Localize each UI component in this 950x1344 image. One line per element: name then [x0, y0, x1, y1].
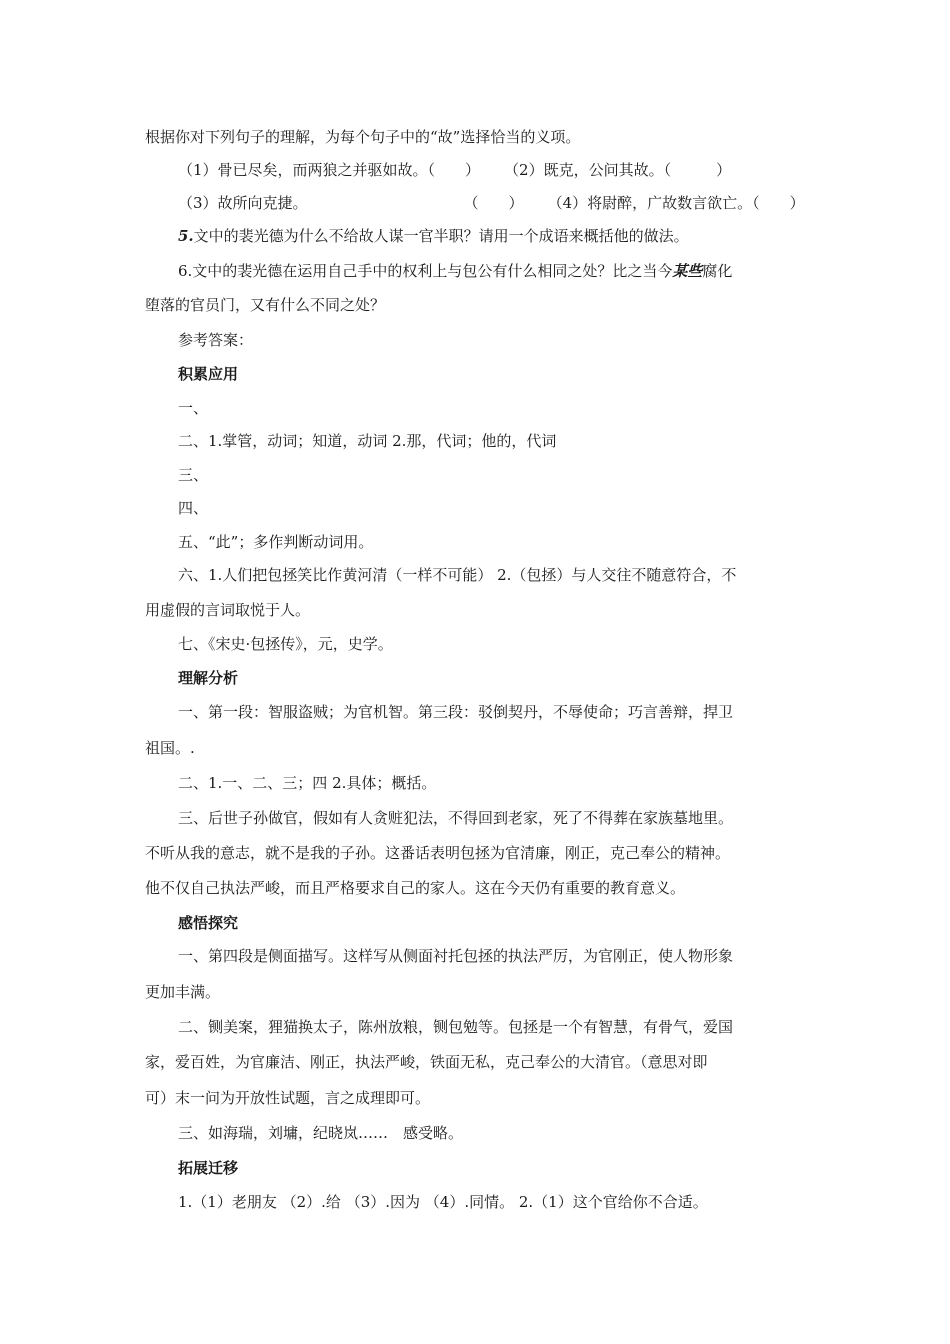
section-heading-extension: 拓展迁移 — [178, 1159, 239, 1177]
answer-line: 七、《宋史·包拯传》，元，史学。 — [178, 635, 393, 653]
question-item-2: （2）既克，公问其故。（ ） — [504, 161, 732, 179]
answer-line: 更加丰满。 — [145, 983, 221, 1001]
section-heading-analysis: 理解分析 — [178, 669, 239, 687]
question-row-2 — [178, 193, 805, 213]
answers-label: 参考答案： — [178, 331, 254, 349]
answer-line: 三、后世子孙做官，假如有人贪赃犯法，不得回到老家，死了不得葬在家族墓地里。 — [178, 809, 734, 827]
answer-line: 一、 — [178, 399, 209, 417]
question-6-emphasis: 某些 — [672, 262, 703, 280]
answer-line: 二、1.一、二、三；四 2.具体；概括。 — [178, 774, 437, 792]
answer-line: 他不仅自己执法严峻，而且严格要求自己的家人。这在今天仍有重要的教育意义。 — [145, 879, 686, 897]
question-row-1 — [178, 160, 731, 180]
answer-line: 四、 — [178, 499, 209, 517]
answer-line: 用虚假的言词取悦于人。 — [145, 601, 311, 619]
answer-line: 可）末一问为开放性试题，言之成理即可。 — [145, 1089, 431, 1107]
answer-line: 五、“此”；多作判断动词用。 — [178, 533, 374, 551]
answer-line: 六、1.人们把包拯笑比作黄河清（一样不可能） 2.（包拯）与人交往不随意符合，不 — [178, 566, 737, 584]
section-heading-accumulation: 积累应用 — [178, 365, 239, 383]
question-6-line-1 — [178, 261, 732, 281]
question-5 — [178, 226, 689, 246]
question-5-text: 文中的裴光德为什么不给故人谋一官半职？请用一个成语来概括他的做法。 — [193, 227, 689, 245]
question-item-4: （4）将尉醉，广故数言欲亡。（ ） — [547, 194, 805, 212]
question-6-text-end: 腐化 — [702, 262, 733, 280]
question-6-line-2: 堕落的官员门，又有什么不同之处？ — [145, 296, 386, 314]
answer-line: 三、如海瑞，刘墉，纪晓岚…… 感受略。 — [178, 1124, 464, 1142]
question-item-1: （1）骨已尽矣，而两狼之并驱如故。（ ） — [178, 161, 481, 179]
question-intro: 根据你对下列句子的理解，为每个句子中的“故”选择恰当的义项。 — [145, 128, 581, 146]
answer-line: 祖国。. — [145, 739, 195, 757]
question-item-3-blank: （ ） — [463, 194, 524, 212]
question-5-number: 5. — [178, 227, 194, 245]
section-heading-exploration: 感悟探究 — [178, 914, 239, 932]
question-item-3: （3）故所向克捷。 — [178, 194, 308, 212]
answer-line: 一、第四段是侧面描写。这样写从侧面衬托包拯的执法严厉，为官刚正，使人物形象 — [178, 947, 734, 965]
answer-line: 一、第一段：智服盗贼；为官机智。第三段：驳倒契丹，不辱使命；巧言善辩，捍卫 — [178, 703, 734, 721]
answer-line: 二、1.掌管，动词；知道，动词 2.那，代词；他的，代词 — [178, 432, 557, 450]
answer-line: 家，爱百姓，为官廉洁、刚正，执法严峻，铁面无私，克己奉公的大清官。（意思对即 — [145, 1053, 708, 1071]
question-6-text: 6.文中的裴光德在运用自己手中的权利上与包公有什么相同之处？比之当今 — [178, 262, 673, 280]
answer-line: 1.（1）老朋友 （2）.给 （3）.因为 （4）.同情。 2.（1）这个官给你不合适。 — [178, 1193, 708, 1211]
answer-line: 不听从我的意志，就不是我的子孙。这番话表明包拯为官清廉，刚正，克己奉公的精神。 — [145, 844, 731, 862]
answer-line: 二、铡美案，狸猫换太子，陈州放粮，铡包勉等。包拯是一个有智慧，有骨气，爱国 — [178, 1018, 734, 1036]
answer-line: 三、 — [178, 466, 209, 484]
